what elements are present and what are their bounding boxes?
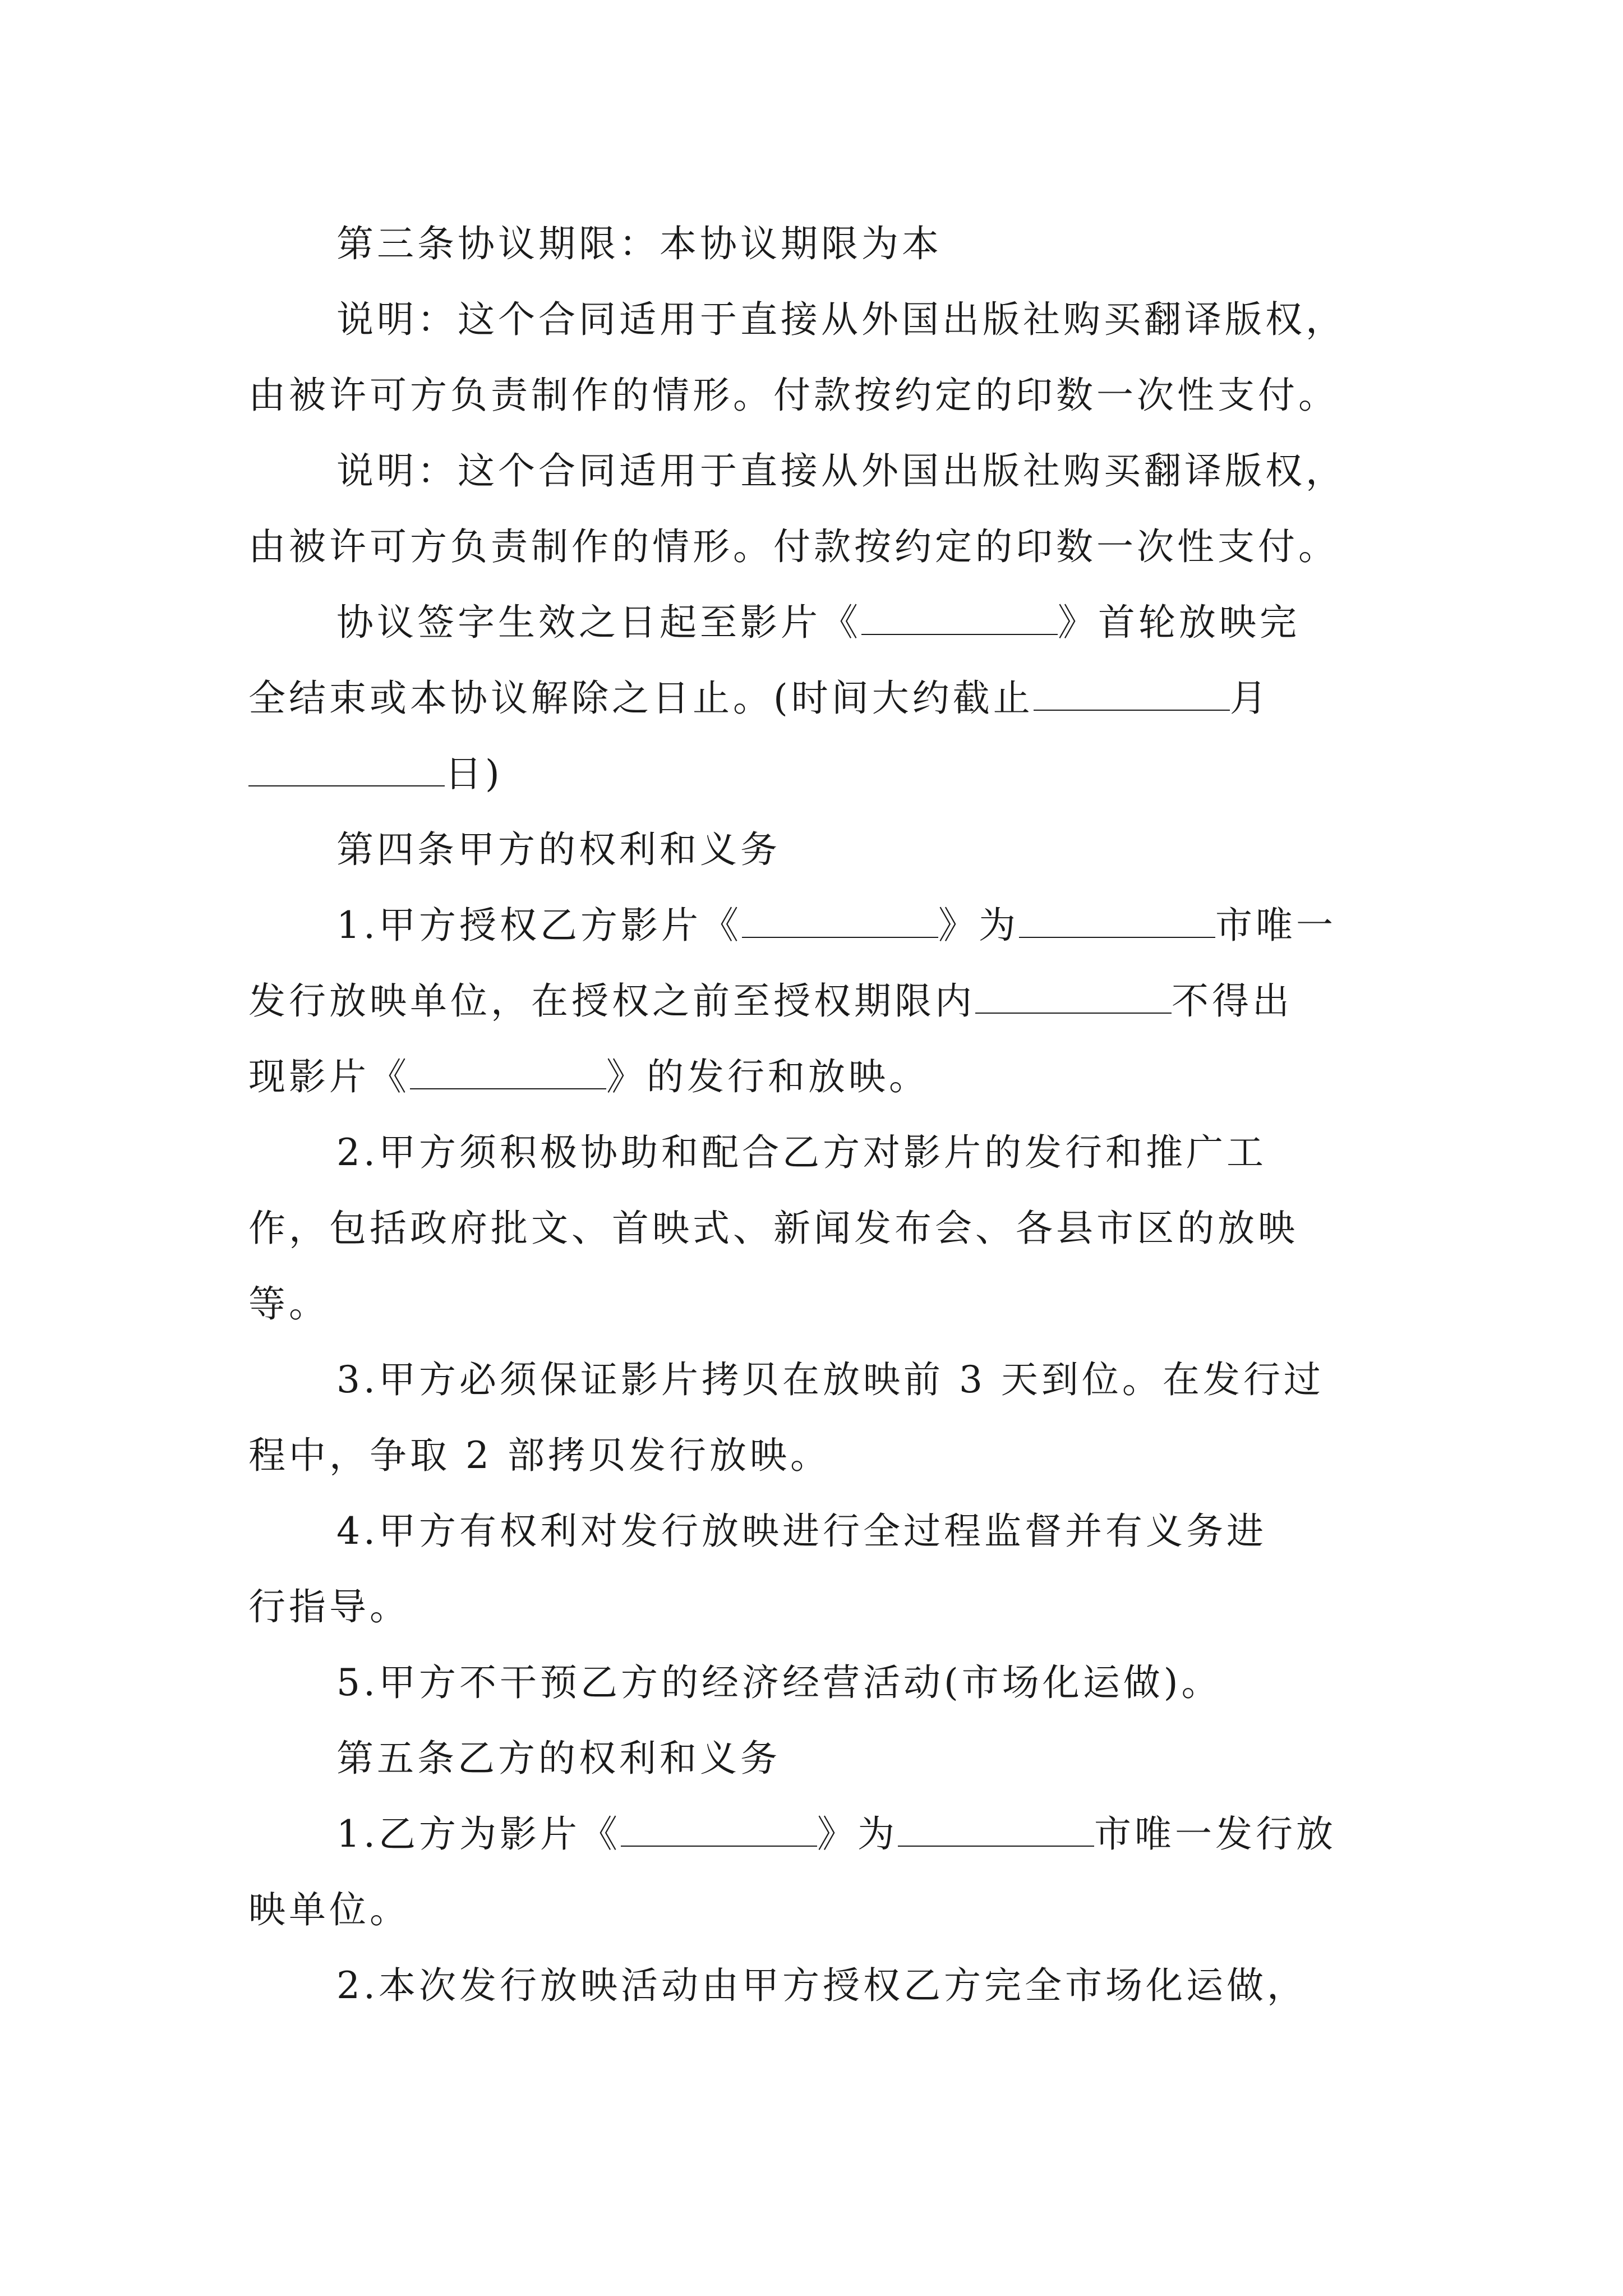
fill-blank[interactable] — [742, 936, 938, 938]
text-run: 作，包括政府批文、首映式、新闻发布会、各县市区的放映 — [248, 1207, 1298, 1250]
fill-blank[interactable] — [1034, 709, 1230, 711]
text-run: 》为 — [938, 904, 1019, 947]
text-run: 5.甲方不干预乙方的经济经营活动(市场化运做)。 — [336, 1661, 1222, 1704]
text-run: 4.甲方有权利对发行放映进行全过程监督并有义务进 — [336, 1510, 1267, 1553]
article-4-item-2-line-2 — [248, 1207, 1298, 1250]
text-run: 日) — [445, 752, 503, 795]
note-1-line-2 — [248, 374, 1339, 417]
article-3-heading — [336, 222, 942, 265]
text-run: 市唯一发行放 — [1094, 1812, 1336, 1856]
article-4-item-2-line-1 — [336, 1131, 1267, 1174]
article-5-item-1-line-2 — [248, 1888, 410, 1931]
text-run: 不得出 — [1172, 979, 1293, 1023]
text-run: 发行放映单位，在授权之前至授权期限内 — [248, 979, 975, 1023]
note-2-line-1 — [336, 449, 1346, 493]
text-run: 映单位。 — [248, 1888, 410, 1931]
text-run: 等。 — [248, 1282, 329, 1326]
article-4-item-1-line-1 — [336, 904, 1336, 947]
text-run: 第五条乙方的权利和义务 — [336, 1737, 781, 1780]
note-2-line-2 — [248, 525, 1339, 568]
term-line-3 — [248, 752, 503, 795]
article-5-item-1-line-1 — [336, 1812, 1336, 1856]
article-4-item-1-line-2 — [248, 979, 1293, 1023]
text-run: 说明：这个合同适用于直接从外国出版社购买翻译版权， — [336, 449, 1346, 493]
article-4-item-1-line-3 — [248, 1055, 929, 1098]
fill-blank[interactable] — [248, 785, 445, 786]
text-run: 协议签字生效之日起至影片《 — [336, 601, 861, 644]
article-4-item-3-line-1 — [336, 1358, 1324, 1401]
article-5-heading — [336, 1737, 781, 1780]
text-run: 由被许可方负责制作的情形。付款按约定的印数一次性支付。 — [248, 374, 1339, 417]
text-run: 1.乙方为影片《 — [336, 1812, 621, 1856]
fill-blank[interactable] — [621, 1845, 817, 1847]
term-line-2 — [248, 677, 1270, 720]
note-1-line-1 — [336, 298, 1346, 341]
text-run: 行指导。 — [248, 1585, 410, 1628]
fill-blank[interactable] — [1019, 936, 1215, 938]
article-5-item-2-line-1 — [336, 1964, 1307, 2007]
text-run: 由被许可方负责制作的情形。付款按约定的印数一次性支付。 — [248, 525, 1339, 568]
text-run: 全结束或本协议解除之日止。(时间大约截止 — [248, 677, 1034, 720]
article-4-item-5 — [336, 1661, 1222, 1704]
text-run: 市唯一 — [1215, 904, 1336, 947]
text-run: 说明：这个合同适用于直接从外国出版社购买翻译版权， — [336, 298, 1346, 341]
text-run: 月 — [1229, 677, 1270, 720]
text-run: 现影片《 — [248, 1055, 410, 1098]
fill-blank[interactable] — [975, 1012, 1172, 1014]
text-run: 程中，争取 2 部拷贝发行放映。 — [248, 1434, 831, 1477]
text-run: 第三条协议期限：本协议期限为本 — [336, 222, 942, 265]
fill-blank[interactable] — [898, 1845, 1094, 1847]
text-run: 3.甲方必须保证影片拷贝在放映前 3 天到位。在发行过 — [336, 1358, 1324, 1401]
text-run: 》首轮放映完 — [1058, 601, 1300, 644]
term-line-1 — [336, 601, 1300, 644]
article-4-item-4-line-2 — [248, 1585, 410, 1628]
text-run: 2.本次发行放映活动由甲方授权乙方完全市场化运做， — [336, 1964, 1307, 2007]
text-run: 2.甲方须积极协助和配合乙方对影片的发行和推广工 — [336, 1131, 1267, 1174]
article-4-item-3-line-2 — [248, 1434, 831, 1477]
text-run: 第四条甲方的权利和义务 — [336, 828, 781, 871]
fill-blank[interactable] — [861, 633, 1058, 635]
fill-blank[interactable] — [410, 1088, 606, 1089]
text-run: 1.甲方授权乙方影片《 — [336, 904, 742, 947]
text-run: 》为 — [817, 1812, 898, 1856]
text-run: 》的发行和放映。 — [606, 1055, 929, 1098]
article-4-item-2-line-3 — [248, 1282, 329, 1326]
article-4-heading — [336, 828, 781, 871]
article-4-item-4-line-1 — [336, 1510, 1267, 1553]
